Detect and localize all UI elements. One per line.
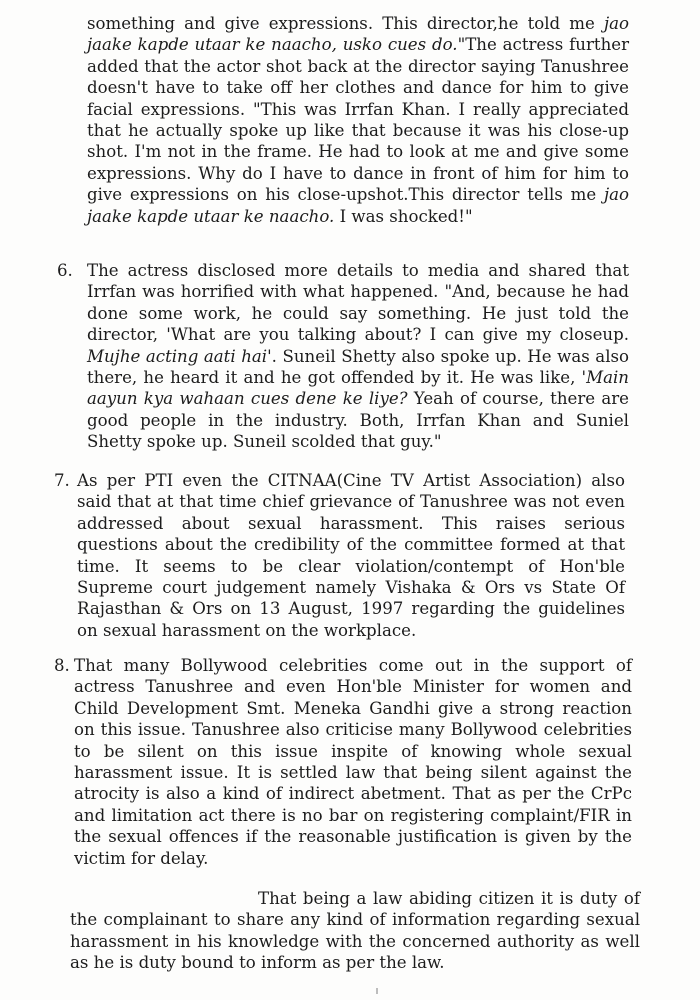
numbered-paragraph-8: That many Bollywood celebrities come out in the support of actress Tanushree and even Hon'ble Minister for women and Child Development Smt. Meneka Gandhi give a strong reaction on this issue. Tanushree also criticise many Bollywood celebrities to be silent on this issue inspite of knowing whole sexual harassment issue. It is settled law that being silent against the atrocity is also a kind of indirect abetment. That as per the CrPc and limitation act there is no bar on registering complaint/FIR in the sexual offences if the reasonable justification is given by the victim for delay. bbox=[74, 656, 632, 868]
text-run: Yeah of course, there are good people in the industry. Both, Irrfan Khan and Suniel Shetty spoke up. Suneil scolded that guy." bbox=[87, 389, 629, 452]
item-number: 7. bbox=[54, 471, 70, 490]
quote-italic: Main aayun kya wahaan cues dene ke liye? bbox=[87, 368, 629, 409]
text-run: The actress disclosed more details to media and shared that Irrfan was horrified with what happened. "And, because he had done some work, he could say something. He just told the director, 'What are you talking about? I can give my closeup. bbox=[87, 261, 629, 345]
item-number: 8. bbox=[54, 656, 70, 675]
numbered-paragraph-6 bbox=[87, 260, 629, 453]
numbered-paragraph-7: As per PTI even the CITNAA(Cine TV Artist Association) also said that at that time chief grievance of Tanushree was not even addressed about sexual harassment. This raises serious questions about the credibility of the committee formed at that time. It seems to be clear violation/contempt of Hon'ble Supreme court judgement namely Vishaka & Ors vs State Of Rajasthan & Ors on 13 August, 1997 regarding the guidelines on sexual harassment on the workplace. bbox=[77, 471, 625, 640]
page-mark bbox=[376, 988, 378, 994]
text-run: . Suneil Shetty also spoke up. He was also there, he heard it and he got offended by it. He was like, ' bbox=[87, 346, 630, 388]
paragraph-continuation bbox=[87, 13, 629, 227]
text-run: I was shocked!" bbox=[334, 206, 473, 226]
quote-italic: jao jaake kapde utaar ke naacho. bbox=[87, 185, 629, 226]
text-run: something and give expressions. This director,he told me bbox=[87, 14, 604, 33]
quote-italic: jao jaake kapde utaar ke naacho, usko cues do. bbox=[87, 14, 629, 55]
closing-paragraph bbox=[70, 888, 640, 974]
item-number: 6. bbox=[57, 261, 73, 280]
quote-italic: Mujhe acting aati hai' bbox=[87, 346, 272, 366]
text-run: "The actress further added that the actor shot back at the director saying Tanushree doesn't have to take off her clothes and dance for him to give facial expressions. "This was Irrfan Khan. I really appreciated that he actually spoke up like that because it was his close-up shot. I'm not in the frame. He had to look at me and give some expressions. Why do I have to dance in front of him for him to give expressions on his close-upshot.This director tells me bbox=[87, 35, 630, 205]
text-run: That being a law abiding citizen it is duty of the complainant to share any kind of information regarding sexual harassment in his knowledge with the concerned authority as well as he is duty bound to inform as per the law. bbox=[70, 889, 640, 973]
